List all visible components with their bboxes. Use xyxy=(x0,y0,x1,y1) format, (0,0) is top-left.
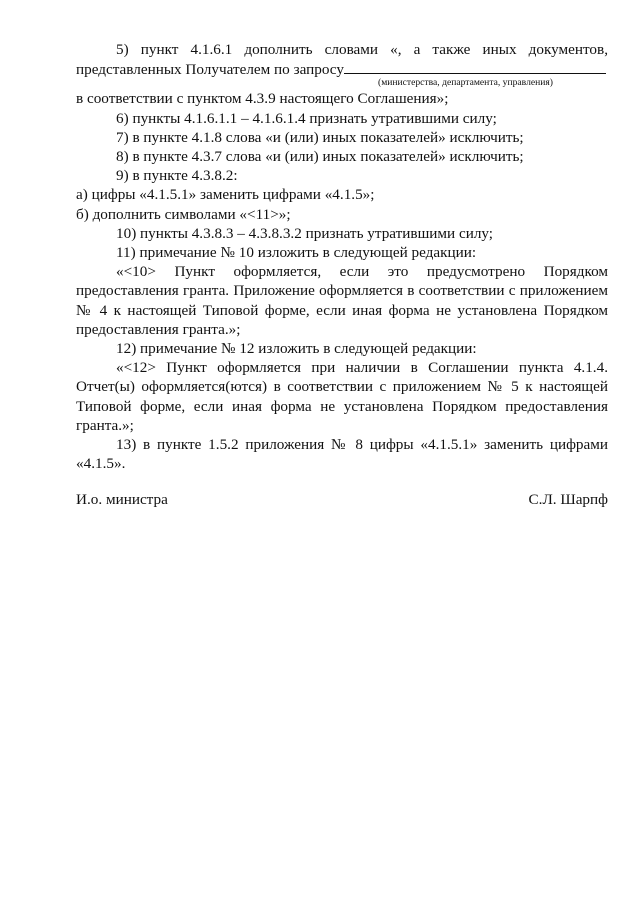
signatory-name: С.Л. Шарпф xyxy=(528,491,608,508)
paragraph-9: 9) в пункте 4.3.8.2: xyxy=(116,167,238,185)
paragraph-5-text: 5) пункт 4.1.6.1 дополнить словами «, а также иных документов, представленных Получателем по запросу xyxy=(76,41,608,79)
fill-in-line xyxy=(344,59,606,74)
paragraph-9b: б) дополнить символами «<11>»; xyxy=(76,205,291,223)
paragraph-7: 7) в пункте 4.1.8 слова «и (или) иных показателей» исключить; xyxy=(116,128,524,146)
paragraph-5 xyxy=(76,40,608,79)
paragraph-10: 10) пункты 4.3.8.3 – 4.3.8.3.2 признать утратившими силу; xyxy=(116,224,494,242)
paragraph-9a: а) цифры «4.1.5.1» заменить цифрами «4.1.5»; xyxy=(76,186,375,204)
paragraph-6: 6) пункты 4.1.6.1.1 – 4.1.6.1.4 признать утратившими силу; xyxy=(116,109,497,127)
signature-block xyxy=(76,490,608,509)
paragraph-12: 12) примечание № 12 изложить в следующей редакции: xyxy=(116,340,477,358)
paragraph-11-quote: «<10> Пункт оформляется, если это предусмотрено Порядком предоставления гранта. Приложение оформляется в соответствии с приложением № 4 к настоящей Типовой форме, если иная форма не установлена Порядком предоставления гранта.»; xyxy=(76,263,608,338)
paragraph-5-continuation: в соответствии с пунктом 4.3.9 настоящего Соглашения»; xyxy=(76,90,449,108)
paragraph-13: 13) в пункте 1.5.2 приложения № 8 цифры «4.1.5.1» заменить цифрами «4.1.5». xyxy=(76,436,608,473)
paragraph-11: 11) примечание № 10 изложить в следующей редакции: xyxy=(116,244,477,262)
paragraph-8: 8) в пункте 4.3.7 слова «и (или) иных показателей» исключить; xyxy=(116,148,524,166)
document-body xyxy=(76,40,608,473)
fill-in-caption: (министерства, департамента, управления) xyxy=(378,77,553,89)
signatory-position: И.о. министра xyxy=(76,491,168,508)
paragraph-12-quote: «<12> Пункт оформляется при наличии в Соглашении пункта 4.1.4. Отчет(ы) оформляется(ются) в соответствии с приложением № 5 к настоящей Типовой форме, если иная форма не установлена Порядком предоставления гранта.»; xyxy=(76,359,608,434)
